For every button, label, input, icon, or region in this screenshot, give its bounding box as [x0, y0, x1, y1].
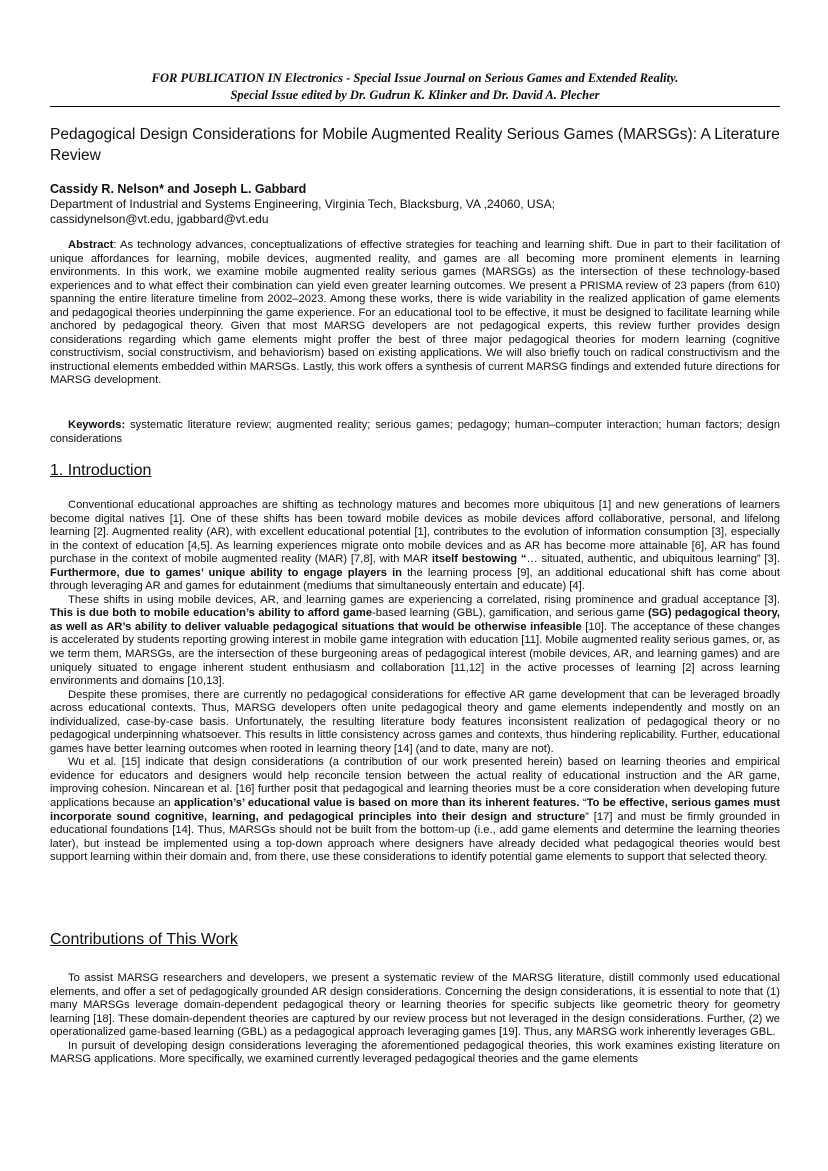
- author-affiliation: Department of Industrial and Systems Engineering, Virginia Tech, Blacksburg, VA ,24060, USA;: [50, 197, 555, 211]
- intro-p2-text-a: These shifts in using mobile devices, AR, and learning games are experiencing a correlated, rising prominence and gradual acceptance [3].: [68, 593, 780, 606]
- intro-p4-text-c: “: [579, 797, 587, 810]
- intro-p4-bold-b: application’s’ educational value is based on more than its inherent features.: [174, 797, 580, 810]
- abstract: [50, 239, 780, 388]
- section-heading-introduction: 1. Introduction: [50, 462, 152, 479]
- intro-p1-bold-b: itself bestowing “: [431, 553, 527, 566]
- contributions-body: [50, 972, 780, 1067]
- intro-p1-text-a: Conventional educational approaches are shifting as technology matures and becomes more ubiquitous [1] and new generations of learners become digital natives [1]. One of these shifts has been toward mobile devices as mobile devices afford collaborative, personal, and lifelong learning [2]. Augmented reality (AR), with excellent educational potential [1], contributes to the evolution of information consumption [3], especially in the context of education [4,5]. As learning experiences migrate onto mobile devices and as AR has become more attainable [6], AR has found purchase in the context of mobile augmented reality (MAR) [7,8], with MAR: [50, 499, 780, 566]
- abstract-label: Abstract: [68, 239, 114, 251]
- intro-p1-bold-d: Furthermore, due to games’ unique ability to engage players in: [50, 566, 403, 579]
- introduction-body: [50, 499, 780, 865]
- intro-p4-text-e: ” [17] and must be firmly grounded in educational foundations [14]. Thus, MARSGs should not be built from the bottom-up (i.e., add game elements and determine the learning theories later), but instead be implemented using a top-down approach where designers have already decided what pedagogical theories would best support learning within their domain and, from there, use these considerations to identify potential game elements to support that selected theory.: [50, 810, 780, 864]
- header-line-2: Special Issue edited by Dr. Gudrun K. Klinker and Dr. David A. Plecher: [230, 88, 600, 102]
- intro-p2-bold-d: (SG) pedagogical theory, as well as AR’s ability to deliver valuable pedagogical situations that would be otherwise infeasible: [50, 607, 780, 633]
- intro-paragraph-1: [50, 499, 780, 594]
- intro-p4-bold-d: To be effective, serious games must incorporate sound cognitive, learning, and pedagogical principles into their design and structure: [50, 797, 780, 823]
- intro-paragraph-4: [50, 756, 780, 864]
- intro-p1-text-c: … situated, authentic, and ubiquitous learning” [3].: [526, 553, 780, 566]
- section-heading-contributions: Contributions of This Work: [50, 931, 238, 948]
- header-rule: [50, 106, 780, 107]
- keywords-label: Keywords:: [68, 419, 126, 431]
- intro-p2-text-e: [10]. The acceptance of these changes is accelerated by students reporting growing interest in mobile game integration with education [11]. Mobile augmented reality serious games, or, as we term them, MARSGs, are the intersection of these burgeoning areas of pedagogical interest (mobile devices, AR, and learning games) and are uniquely situated to engage inherent student enthusiasm and collaboration [11,12] in the active processes of learning [2] across learning environments and domains [10,13].: [50, 620, 780, 688]
- header-line-1: FOR PUBLICATION IN Electronics - Special Issue Journal on Serious Games and Extended Reality.: [151, 71, 679, 85]
- intro-p4-text-a: Wu et al. [15] indicate that design considerations (a contribution of our work presented herein) based on learning theories and empirical evidence for educators and designers would help reconcile tension between the actual reality of educational instruction and the AR game, improving cohesion. Nincarean et al. [16] further posit that pedagogical and learning theories must be a core consideration when developing future applications because an: [50, 756, 780, 810]
- keywords: [50, 419, 780, 446]
- paper-title: Pedagogical Design Considerations for Mobile Augmented Reality Serious Games (MARSGs): A Literature Review: [50, 126, 780, 164]
- keywords-text: systematic literature review; augmented reality; serious games; pedagogy; human–computer interaction; human factors; design considerations: [50, 419, 780, 445]
- intro-p1-text-e: the learning process [9], an additional educational shift has come about through leveraging AR and games for edutainment (mediums that simultaneously entertain and educate) [4].: [50, 566, 781, 593]
- author-emails: cassidynelson@vt.edu, jgabbard@vt.edu: [50, 212, 269, 226]
- abstract-text: : As technology advances, conceptualizations of effective strategies for teaching and learning shift. Due in part to their facilitation of unique affordances for learning, mobile devices, augmented reality, and games are all becoming more prominent elements in learning environments. In this work, we examine mobile augmented reality serious games (MARSGs) as the intersection of these technology-based experiences and to what effect their combination can yield even greater learning outcomes. We present a PRISMA review of 23 papers (from 610) spanning the entire literature timeline from 2002–2023. Among these works, there is wide variability in the realized application of game elements and pedagogical theories underpinning the game experience. For an educational tool to be effective, it must be designed to facilitate learning while anchored by pedagogical theory. Given that most MARSG developers are not pedagogical experts, this review further provides design considerations regarding which game elements might proffer the best of three major pedagogical theories for modern learning (cognitive constructivism, social constructivism, and behaviorism) based on existing applications. We will also briefly touch on radical constructivism and the instructional elements embedded within MARSGs. Lastly, this work offers a synthesis of current MARSG findings and extended future directions for MARSG development.: [50, 239, 780, 387]
- intro-p2-bold-b: This is due both to mobile education’s ability to afford game: [50, 607, 373, 620]
- author-names: Cassidy R. Nelson* and Joseph L. Gabbard: [50, 182, 307, 196]
- intro-p2-text-c: -based learning (GBL), gamification, and serious game: [372, 607, 648, 620]
- intro-paragraph-3: Despite these promises, there are currently no pedagogical considerations for effective AR game development that can be leveraged broadly across educational contexts. Thus, MARSG developers often unite pedagogical theory and game elements independently and mostly on an individualized, case-by-case basis. Unfortunately, the resulting literature body features inconsistent realization of pedagogical theory or no pedagogical underpinning whatsoever. This results in little consistency across games and contexts, thus hindering replicability. Further, educational games have better learning outcomes when rooted in learning theory [14] (and to date, many are not).: [50, 688, 780, 755]
- contrib-paragraph-1: To assist MARSG researchers and developers, we present a systematic review of the MARSG literature, distill commonly used educational elements, and offer a set of pedagogically grounded AR design considerations. Concerning the design considerations, it is essential to note that (1) many MARSGs leverage domain-dependent pedagogical theory or learning theories for specific subjects like geometric theory for geometry learning [18]. These domain-dependent theories are captured by our review process but not leveraged in the design considerations. Further, (2) we operationalized game-based learning (GBL) as a pedagogical approach leveraging games [19]. Thus, any MARSG work inherently leverages GBL.: [50, 972, 780, 1039]
- publication-header: [50, 70, 780, 104]
- author-block: [50, 182, 780, 227]
- intro-paragraph-2: [50, 594, 780, 689]
- contrib-paragraph-2: In pursuit of developing design considerations leveraging the aforementioned pedagogical theories, this work examines existing literature on MARSG applications. More specifically, we examined currently leveraged pedagogical theories and the game elements: [50, 1039, 780, 1066]
